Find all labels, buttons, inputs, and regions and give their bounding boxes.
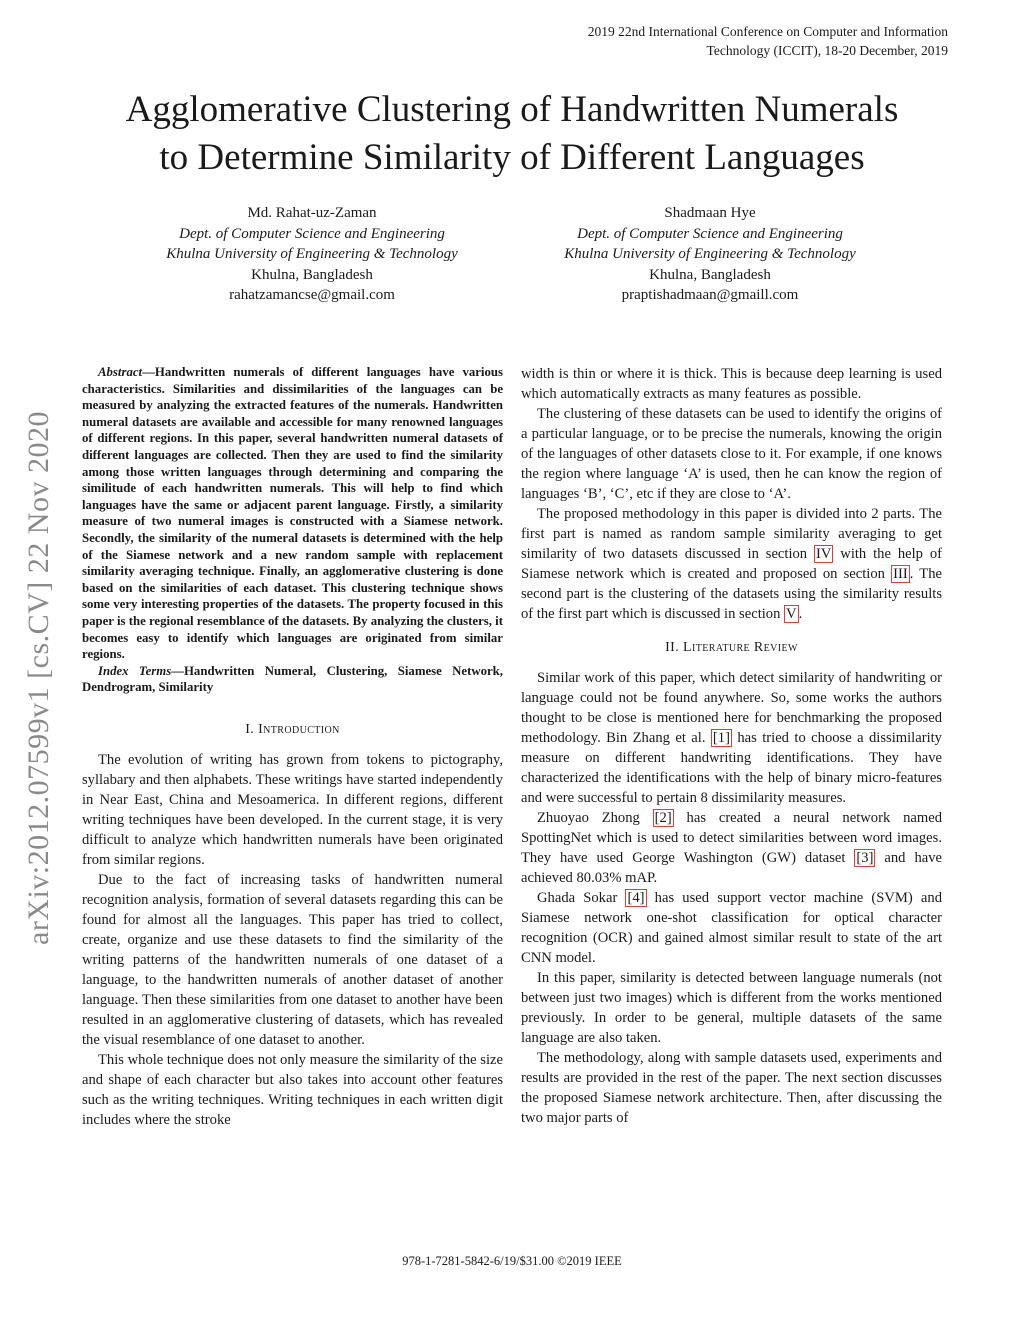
- section-title: Literature Review: [683, 640, 798, 655]
- section-ref-iii[interactable]: III: [893, 566, 908, 582]
- abstract-text: —Handwritten numerals of different languages have various characteristics. Similarities and dissimilarities of the languages can be measured by analyzing the extracted features of the numerals. Handwritten numeral datasets are available and accessible for many renowned languages of different regions. In this paper, several handwritten numeral datasets of different languages are collected. Then they are used to find the similarity among those written languages through determining and comparing the similitude of each handwritten numerals. This will help to find which languages have the same or adjacent parent language. Firstly, a similarity measure of two numeral images is constructed with a Siamese network. Secondly, the similarity of the numeral datasets is determined with the help of the Siamese network and a new random sample with replacement similarity averaging technique. Finally, an agglomerative clustering is done based on the similarities of each dataset. This clustering technique shows some very interesting properties of the datasets. The property focused in this paper is the regional resemblance of the datasets. By analyzing the clusters, it becomes easy to identify which languages are originated from similar regions.: [82, 365, 503, 662]
- author-name: Shadmaan Hye: [664, 205, 756, 221]
- arxiv-identifier: arXiv:2012.07599v1 [cs.CV] 22 Nov 2020: [22, 411, 55, 945]
- author-university: Khulna University of Engineering & Technology: [564, 246, 856, 262]
- text-run: Zhuoyao Zhong: [537, 810, 653, 826]
- intro-paragraph-3: This whole technique does not only measure the similarity of the size and shape of each character but also takes into account other features such as the writing techniques. Writing techniques in each written digit includes where the stroke: [82, 1051, 503, 1128]
- author-location: Khulna, Bangladesh: [649, 266, 771, 283]
- lit-paragraph-2: [521, 808, 942, 888]
- section-number: II.: [665, 640, 680, 655]
- author-email: praptishadmaan@gmaill.com: [621, 287, 799, 303]
- author-dept: Dept. of Computer Science and Engineering: [577, 225, 843, 242]
- section-title: Introduction: [258, 721, 340, 737]
- index-terms-text: —Handwritten Numeral, Clustering, Siamese Network, Dendrogram, Similarity: [82, 663, 503, 695]
- citation-4[interactable]: [4]: [627, 890, 645, 906]
- citation-3[interactable]: [3]: [856, 850, 874, 866]
- text-run: with the help of Siamese network which is created and proposed on section: [521, 546, 942, 582]
- copyright-footer: 978-1-7281-5842-6/19/$31.00 ©2019 IEEE: [402, 1254, 622, 1268]
- title-line-1: Agglomerative Clustering of Handwritten Numerals: [125, 89, 899, 130]
- author-university: Khulna University of Engineering & Technology: [166, 246, 458, 262]
- section-heading-introduction: [82, 720, 503, 740]
- lit-paragraph-3: [521, 888, 942, 968]
- section-heading-literature-review: [521, 638, 942, 658]
- section-number: I.: [245, 721, 255, 737]
- intro-paragraph-4: The clustering of these datasets can be used to identify the origins of a particular language, or to be precise the numerals, knowing the origin of the languages of other datasets close to it. For example, if one knows the region where language ‘A’ is used, then he can know the region of languages ‘B’, ‘C’, etc if they are close to ‘A’.: [521, 406, 942, 502]
- abstract: [82, 364, 503, 663]
- conference-line-1: 2019 22nd International Conference on Computer and Information: [587, 24, 948, 39]
- text-run: . The second part is the clustering of the datasets using the similarity results of the first part which is discussed in section: [521, 566, 942, 622]
- section-ref-v[interactable]: V: [786, 606, 797, 622]
- lit-paragraph-4: In this paper, similarity is detected between language numerals (not between just two images) which is different from the works mentioned previously. In order to be general, multiple datasets of the same language are also taken.: [521, 970, 942, 1046]
- author-block-2: [530, 203, 890, 306]
- title-line-2: to Determine Similarity of Different Languages: [159, 137, 865, 178]
- intro-paragraph-2: Due to the fact of increasing tasks of handwritten numeral recognition analysis, formation of several datasets regarding this can be found for almost all the languages. This paper has tried to collect, create, organize and use these datasets to find the similarity of the writing patterns of the handwritten numerals of one dataset of a language, to the handwritten numerals of another dataset of another language. Then these similarities from one dataset to another have been resulted in an agglomerative clustering of datasets, which has revealed the visual resemblance of one dataset to another.: [82, 871, 503, 1048]
- abstract-label: Abstract: [98, 365, 143, 379]
- text-run: Similar work of this paper, which detect similarity of handwriting or language could not be found anywhere. So, some works the authors thought to be close is mentioned here for benchmarking the proposed methodology. Bin Zhang et al.: [521, 670, 942, 746]
- author-location: Khulna, Bangladesh: [251, 266, 373, 283]
- index-terms-label: Index Terms: [98, 663, 172, 678]
- author-block-1: [132, 203, 492, 306]
- intro-paragraph-3-cont: width is thin or where it is thick. This is because deep learning is used which automatically extracts as many features as possible.: [521, 366, 942, 402]
- text-run: .: [798, 606, 803, 622]
- text-run: The proposed methodology in this paper is divided into 2 parts. The first part is named as random sample similarity averaging to get similarity of two datasets discussed in section: [521, 506, 942, 562]
- text-run: has created a neural network named SpottingNet which is used to detect similarities between word images. They have used George Washington (GW) dataset: [521, 810, 942, 866]
- author-name: Md. Rahat-uz-Zaman: [247, 205, 377, 221]
- citation-1[interactable]: [1]: [712, 730, 730, 746]
- text-run: and have achieved 80.03% mAP.: [521, 850, 942, 886]
- text-run: has tried to choose a dissimilarity measure on different handwriting identifications. They have characterized the identifications with the help of binary micro-features and were successful to pertain 8 dissimilarity measures.: [521, 730, 942, 806]
- conference-line-2: Technology (ICCIT), 18-20 December, 2019: [706, 43, 948, 58]
- section-ref-iv[interactable]: IV: [816, 546, 832, 562]
- author-email: rahatzamancse@gmail.com: [229, 287, 395, 303]
- text-run: has used support vector machine (SVM) and Siamese network one-shot classification for optical character recognition (OCR) and gained almost similar result to state of the art CNN model.: [521, 890, 943, 966]
- author-dept: Dept. of Computer Science and Engineering: [179, 225, 445, 242]
- paper-title: [0, 86, 1024, 182]
- index-terms: [82, 663, 503, 696]
- citation-2[interactable]: [2]: [654, 810, 672, 826]
- text-run: Ghada Sokar: [537, 890, 626, 906]
- intro-paragraph-1: The evolution of writing has grown from tokens to pictography, syllabary and then alphabets. These writings have started independently in Near East, China and Mesoamerica. In different regions, different writing techniques have been developed. In the current stage, it is very difficult to analyze which handwritten numerals have been originated from similar regions.: [82, 751, 503, 868]
- right-column: [521, 364, 942, 1128]
- lit-paragraph-1: [521, 668, 942, 808]
- conference-header: [588, 22, 948, 60]
- lit-paragraph-5: The methodology, along with sample datasets used, experiments and results are provided in the rest of the paper. The next section discusses the proposed Siamese network architecture. Then, after discussing the two major parts of: [521, 1050, 942, 1126]
- intro-paragraph-5: [521, 504, 942, 624]
- left-column: [82, 364, 503, 1130]
